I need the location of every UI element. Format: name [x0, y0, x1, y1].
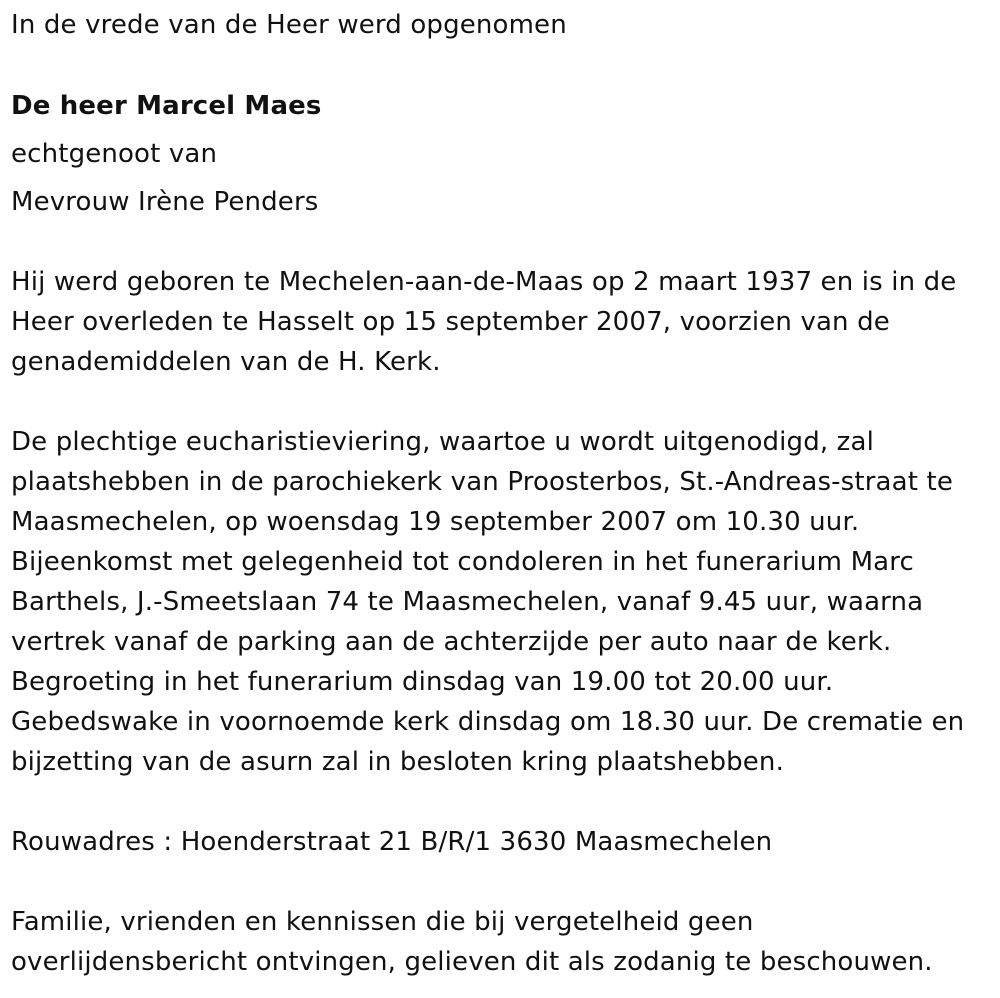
relation-line: echtgenoot van — [11, 139, 218, 169]
ceremony-line: Begroeting in het funerarium dinsdag van 19.00 tot 20.00 uur. — [11, 667, 834, 697]
deceased-name: De heer Marcel Maes — [11, 91, 322, 121]
ceremony-line: bijzetting van de asurn zal in besloten kring plaatshebben. — [11, 747, 784, 777]
ceremony-line: De plechtige eucharistieviering, waartoe u wordt uitgenodigd, zal — [11, 427, 874, 457]
mourning-address: Rouwadres : Hoenderstraat 21 B/R/1 3630 Maasmechelen — [11, 827, 773, 857]
birth-death-line: Hij werd geboren te Mechelen-aan-de-Maas op 2 maart 1937 en is in de — [11, 267, 957, 297]
birth-death-line: genademiddelen van de H. Kerk. — [11, 347, 441, 377]
ceremony-line: Barthels, J.-Smeetslaan 74 te Maasmechelen, vanaf 9.45 uur, waarna — [11, 587, 924, 617]
closing-line: overlijdensbericht ontvingen, gelieven dit als zodanig te beschouwen. — [11, 947, 933, 977]
ceremony-line: plaatshebben in de parochiekerk van Proosterbos, St.-Andreas-straat te — [11, 467, 953, 497]
ceremony-line: Maasmechelen, op woensdag 19 september 2007 om 10.30 uur. — [11, 507, 860, 537]
ceremony-line: Gebedswake in voornoemde kerk dinsdag om 18.30 uur. De crematie en — [11, 707, 965, 737]
spouse-name: Mevrouw Irène Penders — [11, 187, 319, 217]
intro-line: In de vrede van de Heer werd opgenomen — [11, 10, 567, 40]
ceremony-line: vertrek vanaf de parking aan de achterzijde per auto naar de kerk. — [11, 627, 892, 657]
birth-death-line: Heer overleden te Hasselt op 15 september 2007, voorzien van de — [11, 307, 890, 337]
closing-line: Familie, vrienden en kennissen die bij vergetelheid geen — [11, 907, 754, 937]
ceremony-line: Bijeenkomst met gelegenheid tot condoleren in het funerarium Marc — [11, 547, 914, 577]
